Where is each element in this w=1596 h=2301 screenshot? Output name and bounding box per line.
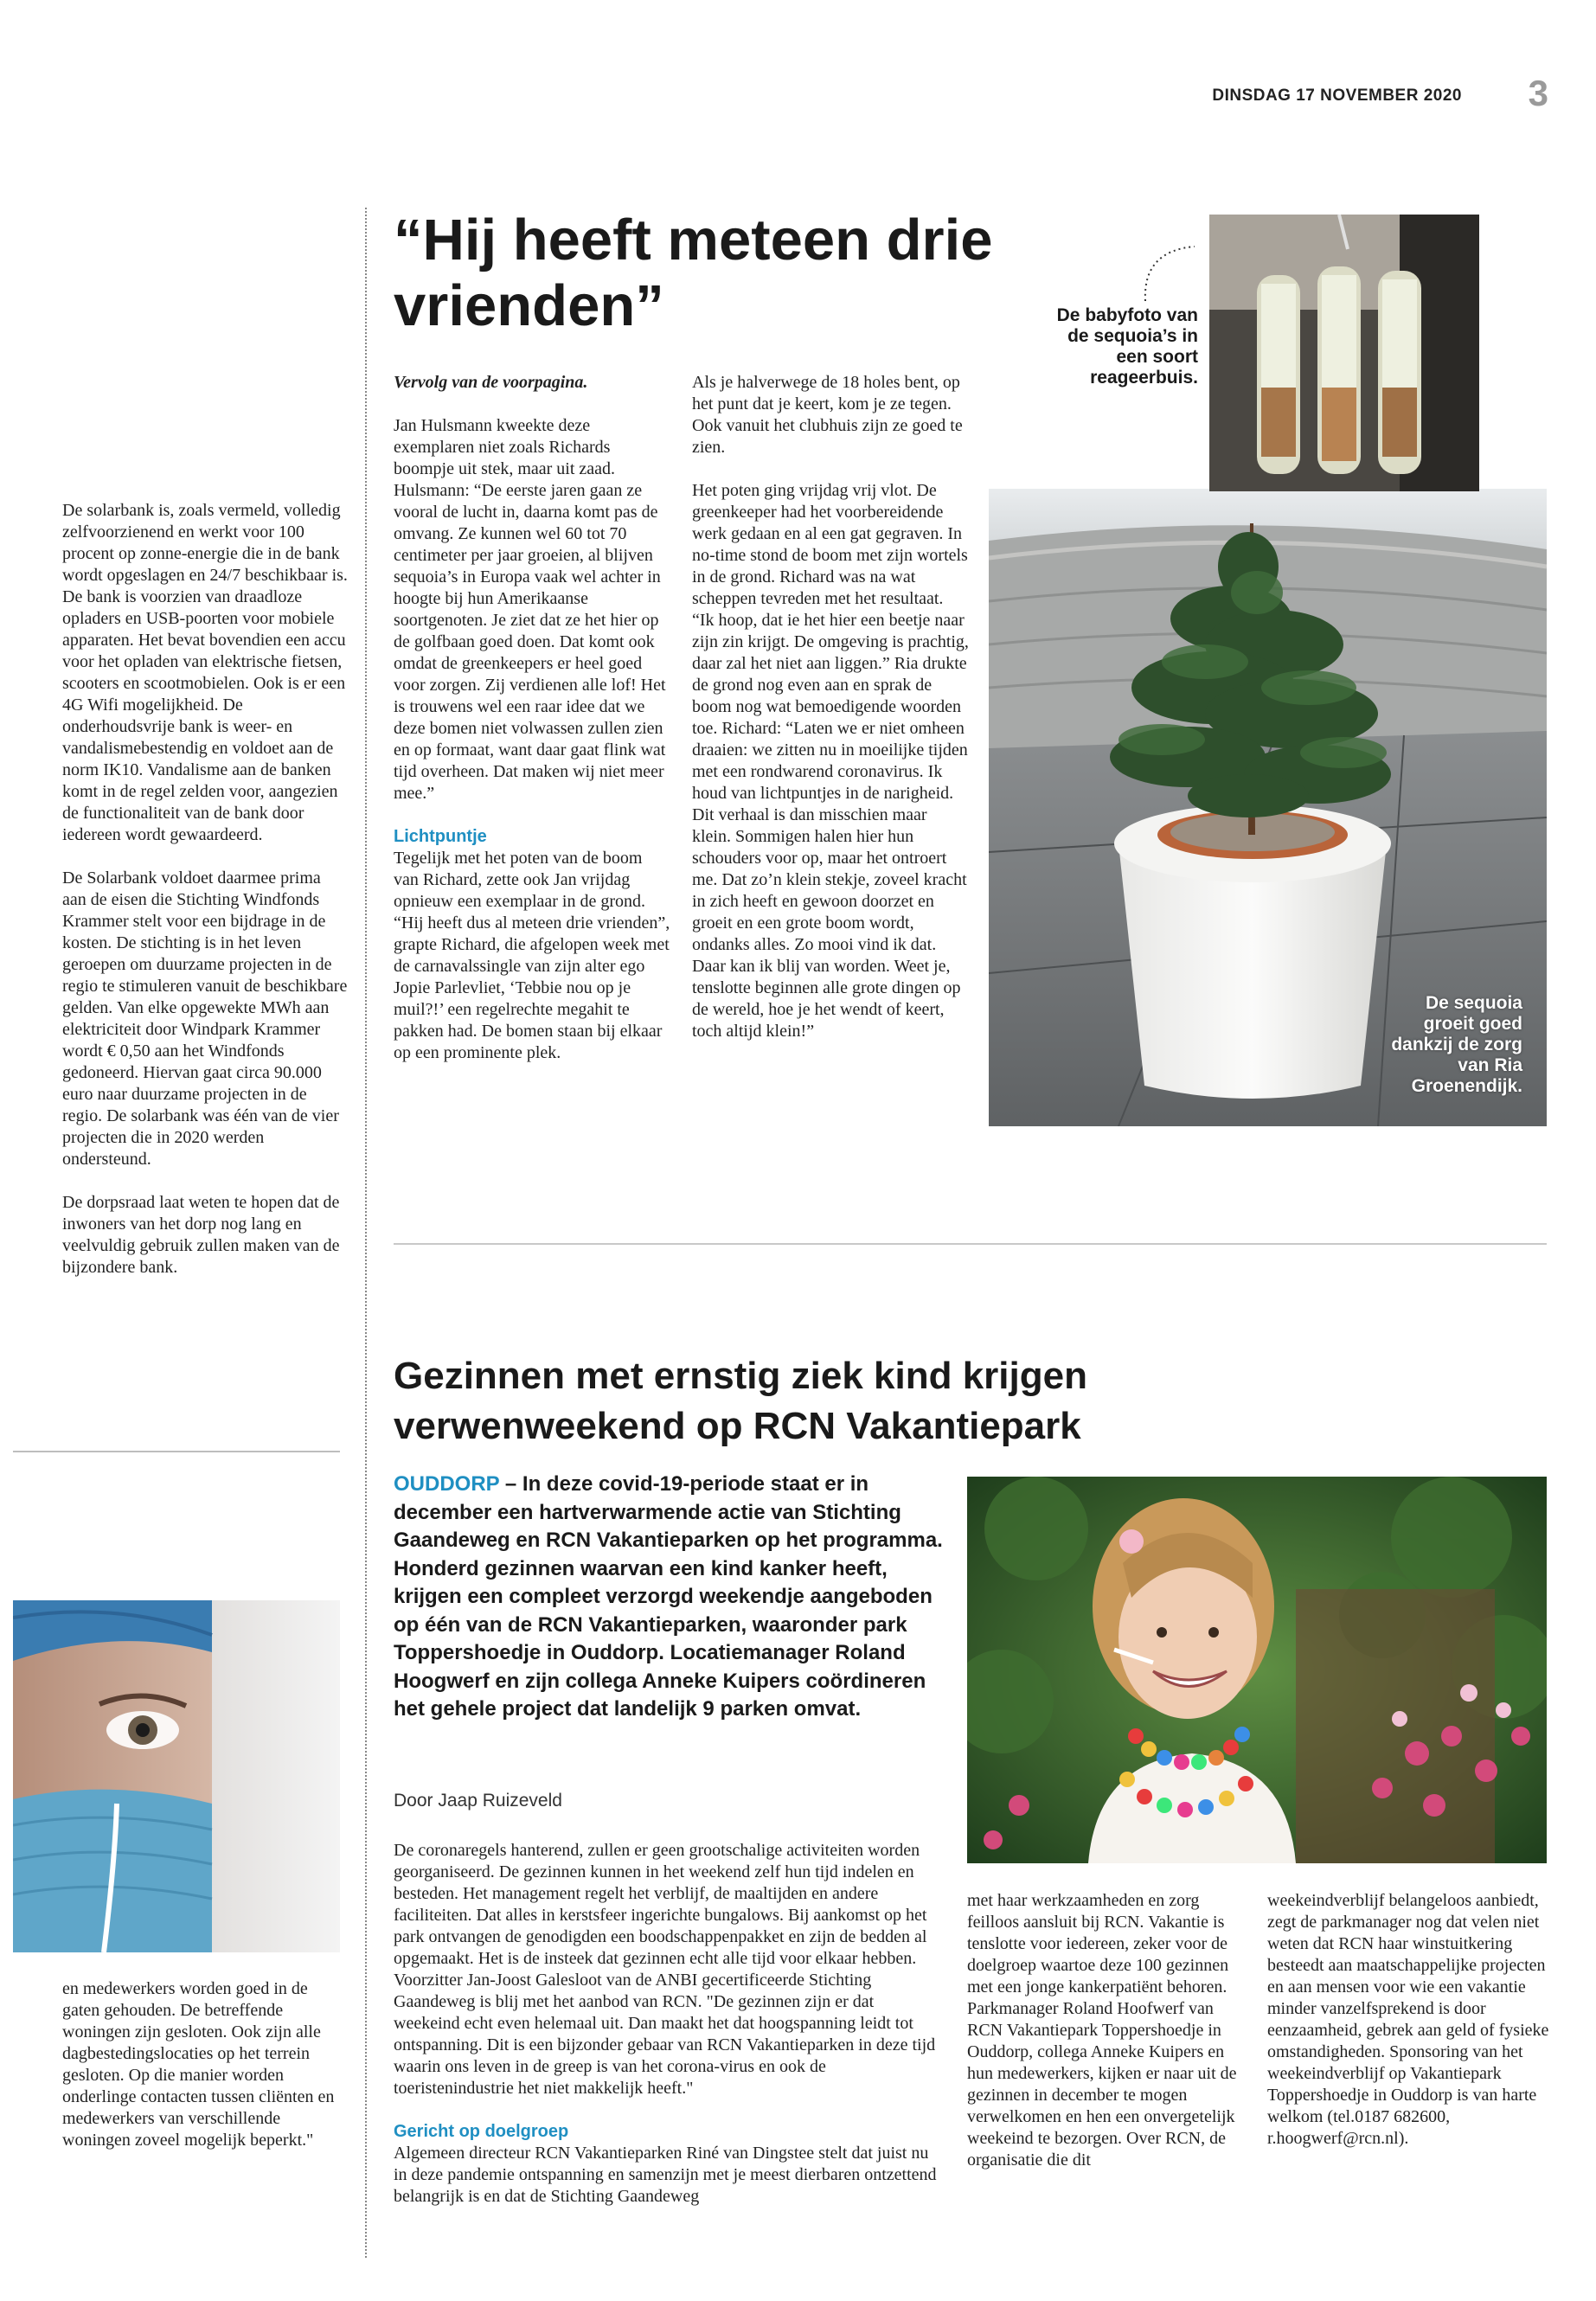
left-paragraph: De Solarbank voldoet daarmee prima aan de eisen die Stichting Windfonds Krammer stelt voor een bijdrage in de kosten. De stichting is in het leven geroepen om duurzame projecten in de regio te stimuleren vanuit de beschikbare gelden. Van elke opgewekte MWh aan elektriciteit door Windpark Krammer wordt € 0,50 aan het Windfonds gedoneerd. Hiervan gaat circa 90.000 euro naar duurzame projecten in de regio. De solarbank was één van de vier projecten die in 2020 werden ondersteund. — [62, 868, 348, 1169]
kicker: Vervolg van de voorpagina. — [394, 373, 588, 392]
lead-text: – In deze covid-19-periode staat er in december een hartverwarmende actie van Stichting Gaandeweg en RCN Vakantieparken op het programma. Honderd gezinnen waarvan een kind kanker heeft, krijgen een compleet verzorgd weekendje aangeboden op één van de RCN Vakantieparken, waaronder park Toppershoedje in Ouddorp. Locatiemanager Roland Hoogwerf en zijn collega Anneke Kuipers coördineren het gehele project dat landelijk 9 parken omvat. — [394, 1472, 943, 1721]
nurse-mask-illustration — [13, 1600, 340, 1952]
photo-girl-garden — [967, 1477, 1547, 1863]
subhead: Lichtpuntje — [394, 827, 487, 846]
article2-column-1 — [394, 1840, 939, 2208]
section-divider-rule — [394, 1243, 1547, 1245]
article-headline: “Hij heeft meteen drie vrienden” — [394, 208, 993, 338]
left-column-top — [62, 500, 348, 1300]
body-paragraph: Algemeen directeur RCN Vakantieparken Riné van Dingstee stelt dat juist nu in deze pandemie ontspanning en samenzijn met je meest dierbaren ontzettend belangrijk is en dat de Stichting Gaandeweg — [394, 2144, 937, 2206]
girl-garden-illustration — [967, 1477, 1547, 1863]
left-column-bottom: en medewerkers worden goed in de gaten gehouden. De betreffende woningen zijn gesloten. Ook zijn alle dagbestedingslocaties op het terrein gesloten. Op die manier worden onderlinge contacten tussen cliënten en medewerkers van verschillende woningen zoveel mogelijk beperkt." — [62, 1979, 335, 2150]
body-paragraph: De coronaregels hanterend, zullen er geen grootschalige activiteiten worden georganiseerd. De gezinnen kunnen in het weekend zelf hun tijd indelen en besteden. Het management regelt het verblijf, de maaltijden en andere faciliteiten. Dat alles in kerstsfeer ingerichte bungalows. Bij aankomst op het park ontvangen de genodigden een boodschappenpakket en zijn de bedden al opgemaakt. Het is de insteek dat gezinnen echt alle tijd voor elkaar hebben. Voorzitter Jan-Joost Galesloot van de ANBI gecertificeerde Stichting Gaandeweg is blij met het aanbod van RCN. "De gezinnen zijn er dat weekeind echt even helemaal uit. Dan maakt het dat hoogspanning leidt tot ontspanning. Dit is een bijzonder gebaar van RCN Vakantieparken in deze tijd waarin ons leven in de greep is van het corona-virus en ook de toeristenindustrie het niet makkelijk heeft." — [394, 1841, 936, 2098]
body-paragraph: Het poten ging vrijdag vrij vlot. De greenkeeper had het voorbereidende werk gedaan en al een gat gegraven. In no-time stond de boom met zijn wortels in de grond. Richard was na wat scheppen tevreden met het resultaat. “Ik hoop, dat ie het hier een beetje naar zijn zin krijgt. De omgeving is prachtig, daar zal het niet aan liggen.” Ria drukte de grond nog even aan en sprak de boom nog wat bemoedigende woorden toe. Richard: “Laten we er niet omheen draaien: we zitten nu in moeilijke tijden met een rondwarend coronavirus. Ik houd van lichtpuntjes in de narigheid. Dit verhaal is dan misschien maar klein. Sommigen halen hier hun schouders voor op, maar het ontroert me. Dat zo’n klein stekje, zoveel kracht in zich heeft en gewoon doorzet en groeit en een grote boom wordt, ondanks alles. Zo mooi vind ik dat. Daar kan ik blij van worden. Weet je, tenslotte beginnen alle grote dingen op de wereld, hoe je het wendt of keert, toch altijd klein!” — [692, 481, 969, 1041]
page-number: 3 — [1528, 73, 1548, 113]
body-paragraph: Jan Hulsmann kweekte deze exemplaren niet zoals Richards boompje uit stek, maar uit zaad. Hulsmann: “De eerste jaren gaan ze vooral de lucht in, daarna komt pas de omvang. Ze kunnen wel 60 tot 70 centimeter per jaar groeien, al blijven sequoia’s in Europa vaak wel achter in hoogte bij hun Amerikaanse soortgenoten. Je ziet dat ze het hier op de golfbaan goed doen. Dat komt ook omdat de greenkeepers er heel goed voor zorgen. Zij verdienen alle lof! Het is trouwens wel een raar idee dat we deze bomen niet volwassen zullen zien en op formaat, want daar gaat flink wat tijd overheen. Dat maken wij niet meer mee.” — [394, 416, 666, 803]
article1-column-1 — [394, 372, 670, 1064]
article2-column-3: weekeindverblijf belangeloos aanbiedt, zegt de parkmanager nog dat velen niet weten dat RCN haar winstuitkering besteedt aan maatschappelijke projecten en aan mensen voor wie een vakantie minder vanzelfsprekend is door eenzaamheid, gebrek aan geld of fysieke omstandigheden. Sponsoring van het weekeindverblijf op Vakantiepark Toppershoedje in Ouddorp is van harte welkom (tel.0187 682600, r.hoogwerf@rcn.nl). — [1267, 1891, 1549, 2148]
article1-column-2 — [692, 372, 969, 1042]
photo-callout: De babyfoto van de sequoia’s in een soort reageerbuis. — [1056, 305, 1198, 388]
page-header — [1211, 73, 1583, 113]
left-divider-rule — [13, 1451, 340, 1452]
subhead: Gericht op doelgroep — [394, 2122, 569, 2141]
dateline-place: OUDDORP — [394, 1472, 500, 1496]
test-tubes-illustration — [1209, 215, 1479, 491]
article2-column-2: met haar werkzaamheden en zorg feilloos aansluit bij RCN. Vakantie is tenslotte voor iedereen, zeker voor de doelgroep waartoe deze 100 gezinnen met een jonge kankerpatiënt behoren. Parkmanager Roland Hoofwerf van RCN Vakantiepark Toppershoedje in Ouddorp, collega Anneke Kuipers en hun medewerkers, kijken er naar uit de gezinnen in december te mogen verwelkomen en hen een onvergetelijk weekeind te bezorgen. Over RCN, de organisatie die dit — [967, 1891, 1237, 2170]
header-date: DINSDAG 17 NOVEMBER 2020 — [1212, 87, 1462, 105]
photo-caption: De sequoia groeit goed dankzij de zorg van Ria Groenendijk. — [1391, 993, 1522, 1096]
article-headline-2: Gezinnen met ernstig ziek kind krijgen verwenweekend op RCN Vakantiepark — [394, 1355, 1087, 1447]
photo-nurse-mask — [13, 1600, 340, 1952]
photo-test-tubes — [1209, 215, 1479, 491]
body-paragraph: Als je halverwege de 18 holes bent, op het punt dat je keert, kom je ze tegen. Ook vanuit het clubhuis zijn ze goed te zien. — [692, 373, 963, 457]
body-paragraph: Tegelijk met het poten van de boom van Richard, zette ook Jan vrijdag opnieuw een exemplaar in de grond. “Hij heeft dus al meteen drie vrienden”, grapte Richard, die afgelopen week met de carnavalssingle van zijn alter ego Jopie Parlevliet, ‘Tebbie nou op je muil?!’ een regelrechte megahit te pakken had. De bomen staan bij elkaar op een prominente plek. — [394, 849, 670, 1062]
callout-pointer — [1138, 242, 1199, 303]
byline: Door Jaap Ruizeveld — [394, 1791, 562, 1811]
left-paragraph: De dorpsraad laat weten te hopen dat de inwoners van het dorp nog lang en veelvuldig gebruik zullen maken van de bijzondere bank. — [62, 1193, 340, 1277]
left-paragraph: De solarbank is, zoals vermeld, volledig zelfvoorzienend en werkt voor 100 procent op zonne-energie die in de bank wordt opgeslagen en 24/7 beschikbaar is. De bank is voorzien van draadloze opladers en USB-poorten voor mobiele apparaten. Het bevat bovendien een accu voor het opladen van elektrische fietsen, scooters en scootmobielen. Ook is er een 4G Wifi mogelijkheid. De onderhoudsvrije bank is weer- en vandalismebestendig en voldoet aan de norm IK10. Vandalisme aan de banken komt in de regel zelden voor, aangezien de functionaliteit van de bank door iedereen wordt gewaardeerd. — [62, 501, 348, 844]
column-divider — [365, 208, 367, 2258]
article-lead — [394, 1471, 947, 1724]
